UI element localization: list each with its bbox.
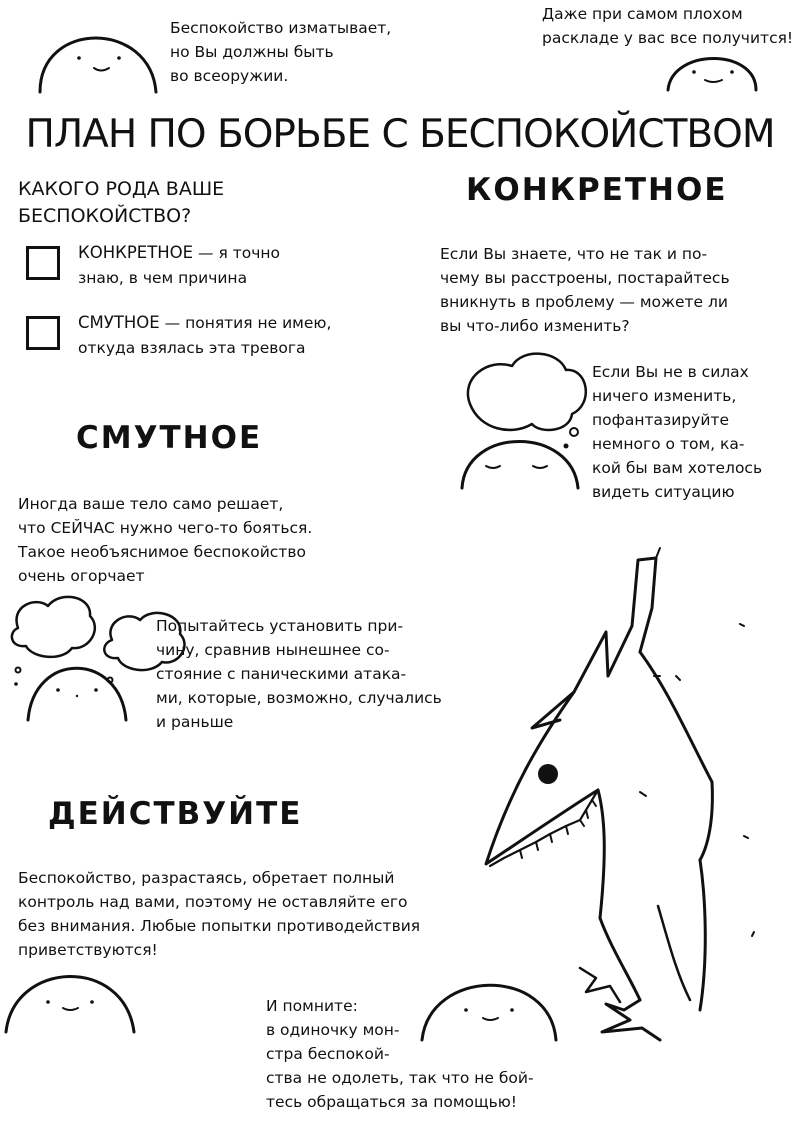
blob-character-top-right bbox=[668, 59, 756, 91]
blob-character-top-left bbox=[40, 38, 156, 92]
concrete-text: Если Вы знаете, что не так и по- чему вы расстроены, постарайтесь вникнуть в проблему — можете ли вы что-либо изменить? bbox=[440, 245, 730, 335]
anxiety-monster bbox=[486, 548, 754, 1040]
option-concrete-key: КОНКРЕТНОЕ bbox=[78, 243, 194, 262]
dreaming-blob-character bbox=[462, 354, 586, 488]
act-text: Беспокойство, разрастаясь, обретает полный контроль над вами, поэтому не оставляйте его без внимания. Любые попытки противодействия приветствуются! bbox=[18, 869, 421, 959]
option-vague-key: СМУТНОЕ bbox=[78, 313, 160, 332]
checkbox-vague[interactable] bbox=[26, 316, 60, 350]
blob-character-bottom-left bbox=[6, 976, 134, 1032]
concrete-dream-text: Если Вы не в силах ничего изменить, пофантазируйте немного о том, ка- кой бы вам хотелось видеть ситуацию bbox=[592, 363, 763, 501]
checkbox-concrete[interactable] bbox=[26, 246, 60, 280]
option-vague bbox=[78, 310, 331, 361]
question-heading: КАКОГО РОДА ВАШЕ БЕСПОКОЙСТВО? bbox=[18, 178, 225, 227]
remember-text: И помните: в одиночку мон- стра беспокой- ства не одолеть, так что не бой- тесь обращаться за помощью! bbox=[266, 997, 534, 1111]
vague-tip: Попытайтесь установить при- чину, сравнив нынешнее со- стояние с паническими атака- ми, которые, возможно, случались и раньше bbox=[156, 617, 442, 731]
top-right-note: Даже при самом плохом раскладе у вас все получится! bbox=[542, 5, 794, 47]
option-concrete bbox=[78, 240, 280, 291]
option-concrete-desc: — я точно знаю, в чем причина bbox=[78, 244, 281, 287]
page-title: ПЛАН ПО БОРЬБЕ С БЕСПОКОЙСТВОМ bbox=[25, 112, 775, 157]
heading-vague: СМУТНОЕ bbox=[76, 420, 263, 456]
top-left-note: Беспокойство изматывает, но Вы должны быть во всеоружии. bbox=[170, 19, 392, 85]
vague-text: Иногда ваше тело само решает, что СЕЙЧАС нужно чего-то бояться. Такое необъяснимое беспокойство очень огорчает bbox=[18, 495, 313, 585]
heading-concrete: КОНКРЕТНОЕ bbox=[466, 172, 728, 208]
heading-act: ДЕЙСТВУЙТЕ bbox=[48, 796, 303, 832]
option-vague-desc: — понятия не имею, откуда взялась эта тревога bbox=[78, 314, 332, 357]
